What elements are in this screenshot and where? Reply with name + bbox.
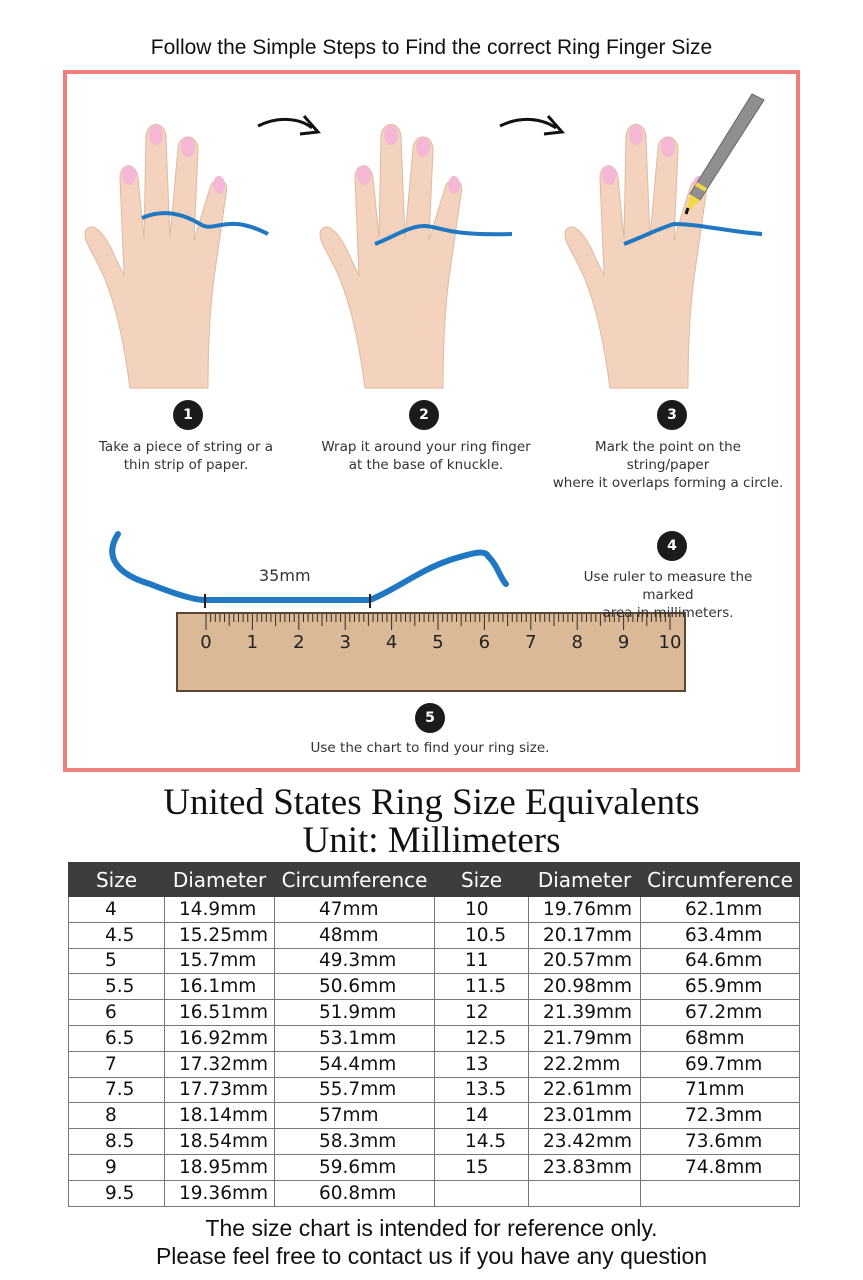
table-cell: 67.2mm — [641, 1000, 800, 1026]
header-diameter: Diameter — [165, 863, 275, 897]
table-cell: 14.5 — [435, 1129, 529, 1155]
ruler-number: 4 — [385, 632, 398, 653]
table-cell: 10.5 — [435, 922, 529, 948]
table-cell: 15.7mm — [165, 948, 275, 974]
table-cell: 59.6mm — [275, 1154, 435, 1180]
table-cell: 49.3mm — [275, 948, 435, 974]
table-cell: 69.7mm — [641, 1051, 800, 1077]
page-title: Follow the Simple Steps to Find the correct Ring Finger Size — [150, 36, 713, 59]
table-row — [69, 974, 800, 1000]
table-cell: 21.39mm — [529, 1000, 641, 1026]
table-row — [69, 1025, 800, 1051]
step-3-line-2: where it overlaps forming a circle. — [552, 475, 784, 491]
ruler-number: 8 — [571, 632, 583, 653]
table-cell: 16.1mm — [165, 974, 275, 1000]
table-cell: 73.6mm — [641, 1129, 800, 1155]
table-cell: 18.14mm — [165, 1103, 275, 1129]
table-cell: 51.9mm — [275, 1000, 435, 1026]
table-cell: 21.79mm — [529, 1025, 641, 1051]
table-cell: 54.4mm — [275, 1051, 435, 1077]
table-cell: 13.5 — [435, 1077, 529, 1103]
table-subtitle: Unit: Millimeters — [302, 820, 561, 861]
table-cell: 71mm — [641, 1077, 800, 1103]
table-header-row — [69, 863, 800, 897]
table-cell — [641, 1180, 800, 1206]
ruler-number: 0 — [200, 632, 212, 653]
header-size: Size — [435, 863, 529, 897]
step-1-badge: 1 — [173, 400, 203, 430]
footer-note-line-1: The size chart is intended for reference only. — [205, 1215, 658, 1241]
step-4-text — [556, 568, 780, 622]
table-cell: 7.5 — [69, 1077, 165, 1103]
measured-length-label: 35mm — [259, 566, 311, 585]
table-cell: 4 — [69, 897, 165, 923]
table-cell: 6 — [69, 1000, 165, 1026]
step-1-line-1: Take a piece of string or a — [98, 439, 274, 455]
table-cell: 17.73mm — [165, 1077, 275, 1103]
table-cell: 5 — [69, 948, 165, 974]
table-cell: 48mm — [275, 922, 435, 948]
table-row — [69, 1103, 800, 1129]
step-2-line-2: at the base of knuckle. — [348, 457, 504, 473]
table-cell: 19.36mm — [165, 1180, 275, 1206]
header-circumference: Circumference — [275, 863, 435, 897]
table-cell: 22.2mm — [529, 1051, 641, 1077]
table-cell: 9 — [69, 1154, 165, 1180]
table-cell: 14.9mm — [165, 897, 275, 923]
table-cell: 15.25mm — [165, 922, 275, 948]
step-1-text — [86, 438, 286, 474]
footer-note-line-2: Please feel free to contact us if you have any question — [155, 1243, 708, 1269]
table-cell: 19.76mm — [529, 897, 641, 923]
table-cell: 22.61mm — [529, 1077, 641, 1103]
step-4-line-1: Use ruler to measure the marked — [583, 569, 753, 603]
ruler-number: 7 — [525, 632, 537, 653]
step-1-line-2: thin strip of paper. — [123, 457, 249, 473]
step-5-badge: 5 — [415, 703, 445, 733]
header-size: Size — [69, 863, 165, 897]
table-cell: 8 — [69, 1103, 165, 1129]
table-cell: 57mm — [275, 1103, 435, 1129]
step-3-line-1: Mark the point on the string/paper — [594, 439, 741, 473]
table-cell: 72.3mm — [641, 1103, 800, 1129]
step-5-line-1: Use the chart to find your ring size. — [310, 740, 550, 756]
table-cell: 16.92mm — [165, 1025, 275, 1051]
step-2-badge: 2 — [409, 400, 439, 430]
table-cell: 17.32mm — [165, 1051, 275, 1077]
table-row — [69, 1154, 800, 1180]
table-cell: 16.51mm — [165, 1000, 275, 1026]
table-cell: 13 — [435, 1051, 529, 1077]
table-row — [69, 1077, 800, 1103]
table-cell: 7 — [69, 1051, 165, 1077]
table-cell: 62.1mm — [641, 897, 800, 923]
step-4-line-2: area in millimeters. — [602, 605, 734, 621]
step-3-text — [552, 438, 784, 492]
table-cell: 64.6mm — [641, 948, 800, 974]
table-cell: 74.8mm — [641, 1154, 800, 1180]
table-row — [69, 897, 800, 923]
table-cell: 15 — [435, 1154, 529, 1180]
step-2-line-1: Wrap it around your ring finger — [321, 439, 531, 455]
table-cell: 23.01mm — [529, 1103, 641, 1129]
step-3-badge: 3 — [657, 400, 687, 430]
ruler-number: 5 — [432, 632, 444, 653]
table-row — [69, 1051, 800, 1077]
table-cell: 11 — [435, 948, 529, 974]
table-row — [69, 1000, 800, 1026]
table-title: United States Ring Size Equivalents — [163, 782, 700, 823]
table-row — [69, 948, 800, 974]
table-row — [69, 1129, 800, 1155]
table-cell: 20.57mm — [529, 948, 641, 974]
ruler-number: 9 — [617, 632, 630, 653]
table-cell: 18.95mm — [165, 1154, 275, 1180]
table-cell: 5.5 — [69, 974, 165, 1000]
step-4-badge: 4 — [657, 531, 687, 561]
table-cell: 53.1mm — [275, 1025, 435, 1051]
table-cell: 65.9mm — [641, 974, 800, 1000]
table-cell: 50.6mm — [275, 974, 435, 1000]
header-circumference: Circumference — [641, 863, 800, 897]
table-cell — [529, 1180, 641, 1206]
table-row — [69, 922, 800, 948]
table-cell: 68mm — [641, 1025, 800, 1051]
table-cell: 18.54mm — [165, 1129, 275, 1155]
ruler-number: 3 — [339, 632, 351, 653]
table-cell: 58.3mm — [275, 1129, 435, 1155]
ruler-number: 10 — [658, 632, 682, 653]
table-cell: 4.5 — [69, 922, 165, 948]
table-cell: 11.5 — [435, 974, 529, 1000]
step-5-text — [300, 739, 560, 757]
table-cell: 60.8mm — [275, 1180, 435, 1206]
table-cell: 12.5 — [435, 1025, 529, 1051]
table-cell: 12 — [435, 1000, 529, 1026]
ruler-number: 6 — [478, 632, 491, 653]
ruler-number: 2 — [293, 632, 305, 653]
table-cell: 20.17mm — [529, 922, 641, 948]
table-cell: 63.4mm — [641, 922, 800, 948]
table-cell: 10 — [435, 897, 529, 923]
table-cell: 47mm — [275, 897, 435, 923]
ruler-number: 1 — [246, 632, 259, 653]
table-cell: 55.7mm — [275, 1077, 435, 1103]
table-cell: 9.5 — [69, 1180, 165, 1206]
table-cell: 8.5 — [69, 1129, 165, 1155]
ring-size-table — [68, 862, 800, 1207]
table-cell: 6.5 — [69, 1025, 165, 1051]
table-cell: 23.42mm — [529, 1129, 641, 1155]
table-cell: 23.83mm — [529, 1154, 641, 1180]
table-cell: 20.98mm — [529, 974, 641, 1000]
header-diameter: Diameter — [529, 863, 641, 897]
step-2-text — [319, 438, 533, 474]
table-cell — [435, 1180, 529, 1206]
table-row — [69, 1180, 800, 1206]
table-cell: 14 — [435, 1103, 529, 1129]
